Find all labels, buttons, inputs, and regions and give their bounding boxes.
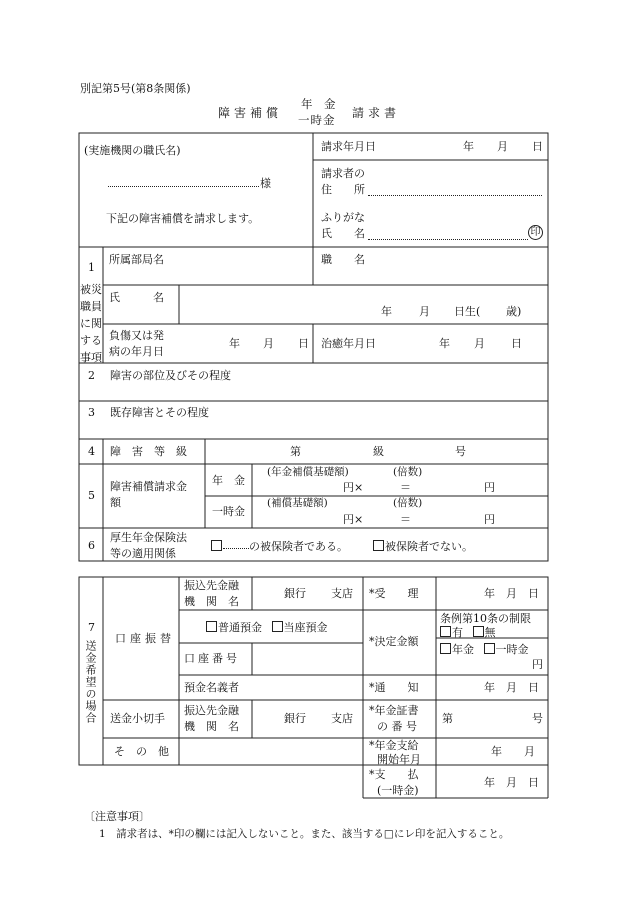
payment-label-2: (一時金) (377, 784, 419, 797)
form-title-right: 請求書 (352, 106, 401, 120)
pension-yen: 円 (484, 481, 495, 494)
start-label-1: *年金支給 (369, 739, 419, 752)
payment-date: 年 月 日 (484, 776, 539, 789)
form-title-left: 障害補償 (218, 106, 283, 120)
injury-label-1: 負傷又は発 (109, 329, 164, 342)
pension-base-label: (年金補償基礎額) (267, 466, 349, 478)
dept-label: 所属部局名 (109, 253, 164, 266)
section6-label-1: 厚生年金保険法 (110, 531, 187, 544)
lumpsum-label: 一時金 (212, 505, 245, 518)
injury-month: 月 (263, 337, 274, 350)
ichijikin-checkbox[interactable] (484, 643, 495, 654)
agency-name-field[interactable] (108, 186, 259, 187)
account-number-label: 口座番号 (184, 652, 240, 665)
section1-side-label: 被災 職員 に関 する 事項 (80, 283, 102, 364)
section6-label-2: 等の適用関係 (110, 547, 176, 560)
notice-label: *通 知 (369, 681, 419, 694)
current-label: 当座預金 (283, 621, 328, 634)
other-label: そ の 他 (114, 745, 169, 758)
check-label: 送金小切手 (110, 712, 165, 725)
pension-yen-x: 円× (343, 481, 364, 494)
name-field[interactable] (368, 239, 528, 240)
request-date-label: 請求年月日 (321, 140, 376, 153)
post-label: 職 名 (321, 253, 365, 266)
ichijikin-label: 一時金 (495, 643, 529, 656)
section7-side-label: 送金希望の場合 (84, 640, 97, 724)
birth-year: 年 (381, 305, 392, 318)
decision-type-options[interactable] (440, 643, 529, 655)
address-field[interactable] (368, 195, 542, 196)
cure-date-label: 治癒年月日 (321, 337, 376, 350)
insured-text: の被保険者である。 (249, 540, 348, 553)
branch-suffix: 支店 (331, 587, 353, 600)
section4-label: 障 害 等 級 (110, 445, 187, 458)
not-insured-checkbox[interactable] (373, 540, 384, 551)
insured-law-field[interactable] (223, 548, 249, 549)
grade-go: 号 (455, 445, 466, 458)
injury-year: 年 (229, 337, 240, 350)
insured-checkbox[interactable] (211, 540, 222, 551)
pension-rate-label: (倍数) (393, 466, 423, 478)
section3-number: 3 (88, 406, 95, 419)
furigana-label: ふりがな (321, 211, 365, 224)
request-statement: 下記の障害補償を請求します。 (106, 212, 260, 225)
cert-label-2: の 番 号 (377, 720, 417, 733)
not-insured-option[interactable] (373, 540, 473, 552)
section2-label: 障害の部位及びその程度 (110, 369, 231, 382)
holder-label: 預金名義者 (184, 681, 239, 694)
section3-label: 既存障害とその程度 (110, 406, 209, 419)
birth-day: 日生( (454, 305, 481, 318)
seal-mark: 印 (528, 225, 543, 240)
lumpsum-rate-label: (倍数) (393, 497, 423, 509)
section5-label-2: 額 (110, 496, 121, 509)
section1-number: 1 (88, 261, 95, 274)
form-reference: 別記第5号(第8条関係) (80, 82, 191, 95)
bank2-label-2: 機 関 名 (184, 720, 239, 733)
restriction-yes-checkbox[interactable] (440, 626, 451, 637)
start-label-2: 開始年月 (377, 753, 421, 766)
restriction-options[interactable] (440, 626, 496, 638)
notes-item-1: 1 請求者は、*印の欄には記入しないこと。また、該当する□にレ印を記入すること。 (99, 828, 510, 840)
address-label-2: 住 所 (321, 183, 365, 196)
nenkin-label: 年金 (452, 643, 474, 656)
restriction-no-label: 無 (484, 626, 496, 639)
lumpsum-yen: 円 (484, 513, 495, 526)
form-title-pension: 年 金 (301, 97, 336, 111)
decision-yen: 円 (532, 658, 543, 671)
pension-equals: ＝ (400, 481, 411, 494)
lumpsum-equals: ＝ (400, 513, 411, 526)
agency-label: (実施機関の職氏名) (84, 144, 181, 157)
current-checkbox[interactable] (272, 621, 283, 632)
injury-label-2: 病の年月日 (109, 345, 164, 358)
cure-year: 年 (439, 337, 450, 350)
request-date-month: 月 (497, 140, 508, 153)
section4-number: 4 (88, 445, 95, 458)
lumpsum-base-label: (補償基礎額) (267, 497, 328, 509)
cure-day: 日 (511, 337, 522, 350)
bank-label-1: 振込先金融 (184, 579, 239, 592)
notice-date: 年 月 日 (484, 681, 539, 694)
grade-kyu: 級 (373, 445, 384, 458)
birth-age: 歳) (506, 305, 522, 318)
request-date-year: 年 (463, 140, 474, 153)
branch2-suffix: 支店 (331, 712, 353, 725)
sama-label: 様 (260, 177, 271, 190)
request-date-day: 日 (532, 140, 543, 153)
payment-label-1: *支 払 (369, 768, 419, 781)
form-title-lumpsum: 一時金 (298, 113, 336, 127)
cert-label-1: *年金証書 (369, 704, 419, 717)
cert-dai: 第 (442, 712, 453, 725)
nenkin-checkbox[interactable] (440, 643, 451, 654)
notes-heading: 〔注意事項〕 (84, 810, 150, 823)
bank-suffix: 銀行 (284, 587, 306, 600)
cure-month: 月 (474, 337, 485, 350)
section2-number: 2 (88, 369, 95, 382)
insured-option[interactable] (211, 540, 348, 552)
received-date: 年 月 日 (484, 587, 539, 600)
section5-number: 5 (88, 489, 95, 502)
bank2-suffix: 銀行 (284, 712, 306, 725)
cert-go: 号 (532, 712, 543, 725)
bank2-label-1: 振込先金融 (184, 704, 239, 717)
address-label-1: 請求者の (321, 167, 365, 180)
account-type[interactable] (206, 621, 328, 633)
pension-label: 年 金 (212, 474, 245, 487)
bank-label-2: 機 関 名 (184, 595, 239, 608)
ordinary-checkbox[interactable] (206, 621, 217, 632)
furikae-label: 口座振替 (115, 632, 175, 645)
ordinary-label: 普通預金 (218, 621, 262, 634)
start-date: 年 月 (491, 745, 535, 758)
victim-name-label: 氏 名 (109, 291, 164, 304)
not-insured-text: 被保険者でない。 (385, 540, 473, 553)
decision-label: *決定金額 (369, 635, 419, 648)
restriction-label: 条例第10条の制限 (440, 612, 531, 625)
restriction-no-checkbox[interactable] (473, 626, 484, 637)
grade-dai: 第 (290, 445, 301, 458)
section6-number: 6 (88, 539, 95, 552)
restriction-yes-label: 有 (452, 626, 463, 639)
section5-label-1: 障害補償請求金 (110, 480, 187, 493)
lumpsum-yen-x: 円× (343, 513, 364, 526)
section7-number: 7 (88, 621, 95, 634)
birth-month: 月 (419, 305, 430, 318)
injury-day: 日 (298, 337, 309, 350)
name-label: 氏 名 (321, 227, 365, 240)
received-label: *受 理 (369, 587, 419, 600)
